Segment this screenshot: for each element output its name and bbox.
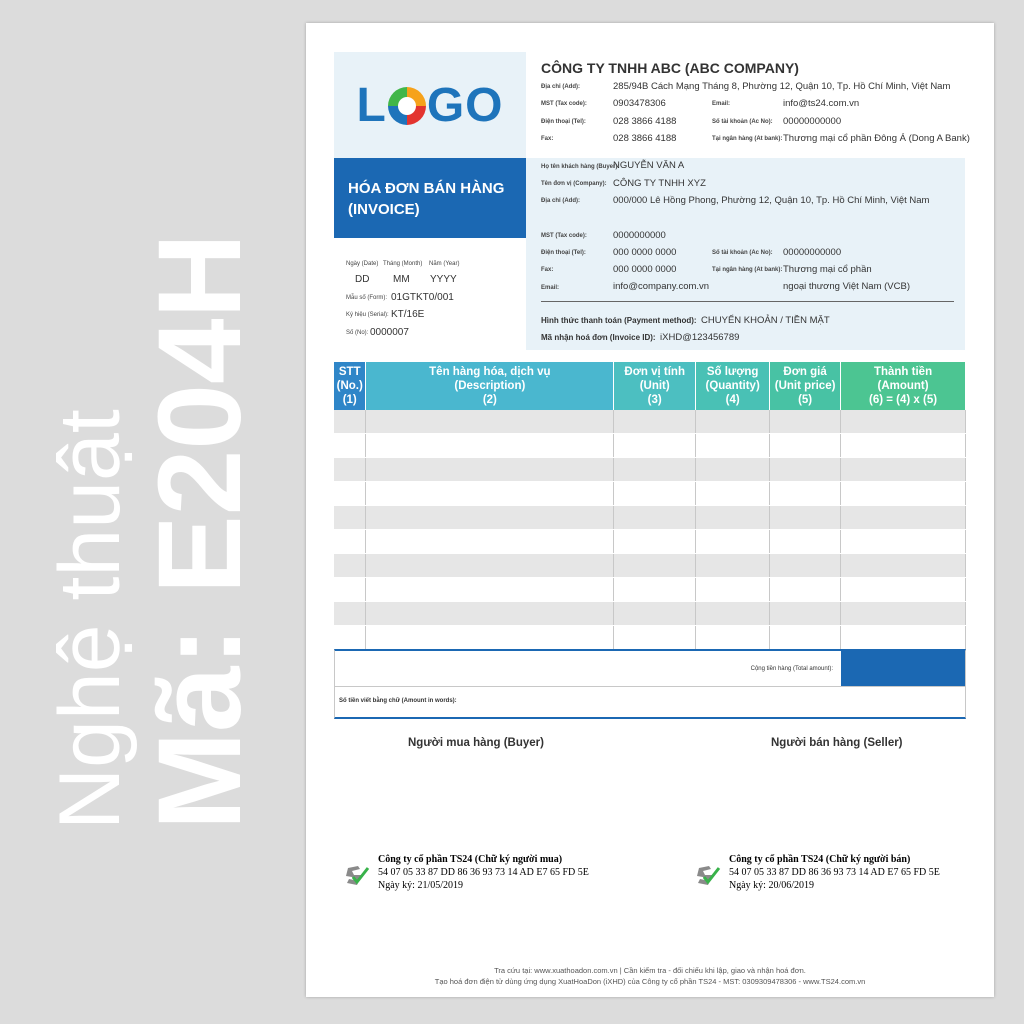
side-line2: Mã: E204H: [134, 233, 266, 830]
date-value: DD: [355, 274, 370, 285]
footer-line1: Tra cứu tại: www.xuathoadon.com.vn | Cần kiểm tra - đối chiếu khi lập, giao và nhận hoá đơn.: [494, 966, 806, 975]
buyer-email-label: Email:: [541, 285, 560, 291]
table-cell: [696, 506, 770, 530]
table-cell: [770, 602, 841, 626]
signature-check-icon: [695, 865, 721, 887]
table-row: [334, 554, 966, 578]
number-label: Số (No):: [346, 330, 369, 336]
buyer-address: 000/000 Lê Hồng Phong, Phường 12, Quận 10, Tp. Hồ Chí Minh, Việt Nam: [613, 195, 930, 206]
table-cell: [696, 410, 770, 434]
table-cell: [334, 434, 366, 458]
logo: L GO: [356, 78, 504, 132]
table-header-row: [334, 362, 966, 410]
buyer-unit: CÔNG TY TNHH XYZ: [613, 178, 706, 189]
company-address-label: Địa chỉ (Add):: [541, 84, 580, 90]
table-cell: [334, 482, 366, 506]
table-cell: [614, 458, 696, 482]
year-value: YYYY: [430, 274, 457, 285]
company-bank-label: Tại ngân hàng (At bank):: [712, 136, 783, 142]
table-cell: [334, 578, 366, 602]
invoice-paper: [306, 23, 994, 997]
company-bank: Thương mại cổ phần Đông Á (Dong A Bank): [783, 133, 970, 144]
table-cell: [696, 578, 770, 602]
col-header-description: Tên hàng hóa, dịch vụ (Description) (2): [366, 362, 614, 410]
company-acc-label: Số tài khoản (Ac No):: [712, 119, 773, 125]
company-fax: 028 3866 4188: [613, 133, 677, 144]
table-cell: [334, 410, 366, 434]
table-cell: [841, 626, 966, 650]
table-cell: [614, 410, 696, 434]
table-cell: [770, 626, 841, 650]
table-row: [334, 482, 966, 506]
table-cell: [614, 506, 696, 530]
logo-swirl-icon: [388, 87, 426, 125]
table-row: [334, 578, 966, 602]
table-cell: [614, 602, 696, 626]
table-cell: [366, 506, 614, 530]
table-cell: [334, 554, 366, 578]
table-cell: [770, 410, 841, 434]
table-cell: [366, 434, 614, 458]
buyer-tax: 0000000000: [613, 230, 666, 241]
col-header-unit: Đơn vị tính (Unit) (3): [614, 362, 696, 410]
table-cell: [696, 554, 770, 578]
buyer-divider: [541, 301, 954, 302]
payment-row: [541, 310, 830, 328]
table-cell: [366, 482, 614, 506]
buyer-name: NGUYỄN VĂN A: [613, 160, 685, 171]
table-cell: [696, 530, 770, 554]
invoice-id-label: Mã nhận hoá đơn (Invoice ID):: [541, 333, 656, 342]
side-banner: [40, 0, 280, 1024]
table-cell: [366, 410, 614, 434]
table-cell: [366, 578, 614, 602]
table-cell: [334, 626, 366, 650]
table-cell: [366, 554, 614, 578]
table-cell: [366, 458, 614, 482]
table-cell: [770, 506, 841, 530]
company-tax-label: MST (Tax code):: [541, 101, 587, 107]
side-text: [40, 233, 266, 830]
table-cell: [614, 434, 696, 458]
buyer-bank1: Thương mại cổ phần: [783, 264, 872, 275]
table-cell: [841, 554, 966, 578]
col-header-no: STT (No.) (1): [334, 362, 366, 410]
items-table: [334, 362, 966, 650]
seller-signature-date: Ngày ký: 20/06/2019: [729, 880, 814, 891]
year-header: Năm (Year): [429, 261, 460, 267]
buyer-email: info@company.com.vn: [613, 281, 710, 292]
table-row: [334, 626, 966, 650]
totals-box: [334, 649, 966, 719]
table-cell: [770, 434, 841, 458]
seller-role: Người bán hàng (Seller): [771, 737, 903, 749]
form-value: 01GTKT0/001: [391, 292, 454, 303]
invoice-id-row: [541, 327, 739, 345]
buyer-tax-label: MST (Tax code):: [541, 233, 587, 239]
total-label: Cộng tiền hàng (Total amount):: [750, 666, 833, 672]
company-email: info@ts24.com.vn: [783, 98, 860, 109]
table-cell: [614, 626, 696, 650]
table-cell: [696, 458, 770, 482]
table-cell: [614, 482, 696, 506]
table-cell: [696, 602, 770, 626]
table-cell: [614, 554, 696, 578]
table-cell: [770, 482, 841, 506]
table-cell: [841, 506, 966, 530]
table-cell: [366, 530, 614, 554]
buyer-address-label: Địa chỉ (Add):: [541, 198, 580, 204]
table-cell: [696, 482, 770, 506]
table-cell: [770, 554, 841, 578]
table-cell: [334, 458, 366, 482]
table-cell: [841, 578, 966, 602]
table-row: [334, 530, 966, 554]
invoice-id-value: iXHD@123456789: [660, 332, 740, 343]
buyer-fax: 000 0000 0000: [613, 264, 677, 275]
col-header-amount: Thành tiền (Amount) (6) = (4) x (5): [841, 362, 966, 410]
date-header: Ngày (Date): [346, 261, 379, 267]
table-cell: [841, 458, 966, 482]
buyer-tel: 000 0000 0000: [613, 247, 677, 258]
invoice-title: HÓA ĐƠN BÁN HÀNG: [348, 180, 505, 197]
invoice-subtitle: (INVOICE): [348, 201, 420, 218]
table-cell: [841, 602, 966, 626]
buyer-acc: 00000000000: [783, 247, 842, 258]
table-row: [334, 506, 966, 530]
signature-check-icon: [344, 865, 370, 887]
table-cell: [841, 530, 966, 554]
table-cell: [614, 578, 696, 602]
table-cell: [614, 530, 696, 554]
col-header-quantity: Số lượng (Quantity) (4): [696, 362, 770, 410]
payment-label: Hình thức thanh toán (Payment method):: [541, 316, 697, 325]
form-label: Mẫu số (Form):: [346, 295, 388, 301]
footer-line2: Tạo hoá đơn điện tử dùng ứng dụng XuatHoaDon (iXHD) của Công ty cổ phần TS24 - MST: 0309309478306 - www.TS24.com.vn: [434, 977, 866, 986]
table-cell: [770, 458, 841, 482]
amount-words-label: Số tiền viết bằng chữ (Amount in words):: [339, 698, 457, 704]
company-tel-label: Điện thoại (Tel):: [541, 119, 586, 125]
table-row: [334, 410, 966, 434]
buyer-signature: [378, 853, 589, 892]
serial-value: KT/16E: [391, 309, 425, 320]
table-cell: [334, 506, 366, 530]
buyer-acc-label: Số tài khoản (Ac No):: [712, 250, 773, 256]
table-cell: [366, 626, 614, 650]
buyer-unit-label: Tên đơn vị (Company):: [541, 181, 607, 187]
total-row: [335, 651, 965, 687]
buyer-signature-name: Công ty cổ phần TS24 (Chữ ký người mua): [378, 854, 563, 865]
company-name: CÔNG TY TNHH ABC (ABC COMPANY): [541, 60, 799, 76]
number-value: 0000007: [370, 327, 409, 338]
table-cell: [841, 410, 966, 434]
buyer-signature-hash: 54 07 05 33 87 DD 86 36 93 73 14 AD E7 65 FD 5E: [378, 867, 589, 878]
month-value: MM: [393, 274, 410, 285]
table-cell: [770, 578, 841, 602]
total-value-box: [841, 651, 965, 686]
company-address: 285/94B Cách Mạng Tháng 8, Phường 12, Quận 10, Tp. Hồ Chí Minh, Việt Nam: [613, 81, 951, 92]
col-header-unit-price: Đơn giá (Unit price) (5): [770, 362, 841, 410]
side-line1: Nghệ thuật: [42, 409, 138, 830]
serial-label: Ký hiệu (Serial):: [346, 312, 389, 318]
logo-box: [334, 52, 526, 158]
table-cell: [366, 602, 614, 626]
company-email-label: Email:: [712, 101, 731, 107]
buyer-tel-label: Điện thoại (Tel):: [541, 250, 586, 256]
buyer-bank-label: Tại ngân hàng (At bank):: [712, 267, 783, 273]
buyer-name-label: Họ tên khách hàng (Buyer):: [541, 164, 620, 170]
seller-signature: [729, 853, 940, 892]
table-row: [334, 458, 966, 482]
invoice-title-box: [334, 158, 526, 238]
company-acc: 00000000000: [783, 116, 842, 127]
buyer-role: Người mua hàng (Buyer): [408, 737, 544, 749]
table-cell: [334, 602, 366, 626]
company-tax: 0903478306: [613, 98, 666, 109]
table-cell: [770, 530, 841, 554]
payment-value: CHUYỂN KHOẢN / TIỀN MẶT: [701, 315, 830, 326]
table-row: [334, 602, 966, 626]
table-row: [334, 434, 966, 458]
buyer-bank2: ngoại thương Việt Nam (VCB): [783, 281, 910, 292]
table-cell: [696, 626, 770, 650]
table-cell: [334, 530, 366, 554]
table-body: [334, 410, 966, 650]
company-fax-label: Fax:: [541, 136, 554, 142]
buyer-fax-label: Fax:: [541, 267, 554, 273]
seller-signature-name: Công ty cổ phần TS24 (Chữ ký người bán): [729, 854, 911, 865]
table-cell: [841, 434, 966, 458]
company-tel: 028 3866 4188: [613, 116, 677, 127]
month-header: Tháng (Month): [383, 261, 423, 267]
table-cell: [696, 434, 770, 458]
buyer-signature-date: Ngày ký: 21/05/2019: [378, 880, 463, 891]
seller-signature-hash: 54 07 05 33 87 DD 86 36 93 73 14 AD E7 65 FD 5E: [729, 867, 940, 878]
table-cell: [841, 482, 966, 506]
